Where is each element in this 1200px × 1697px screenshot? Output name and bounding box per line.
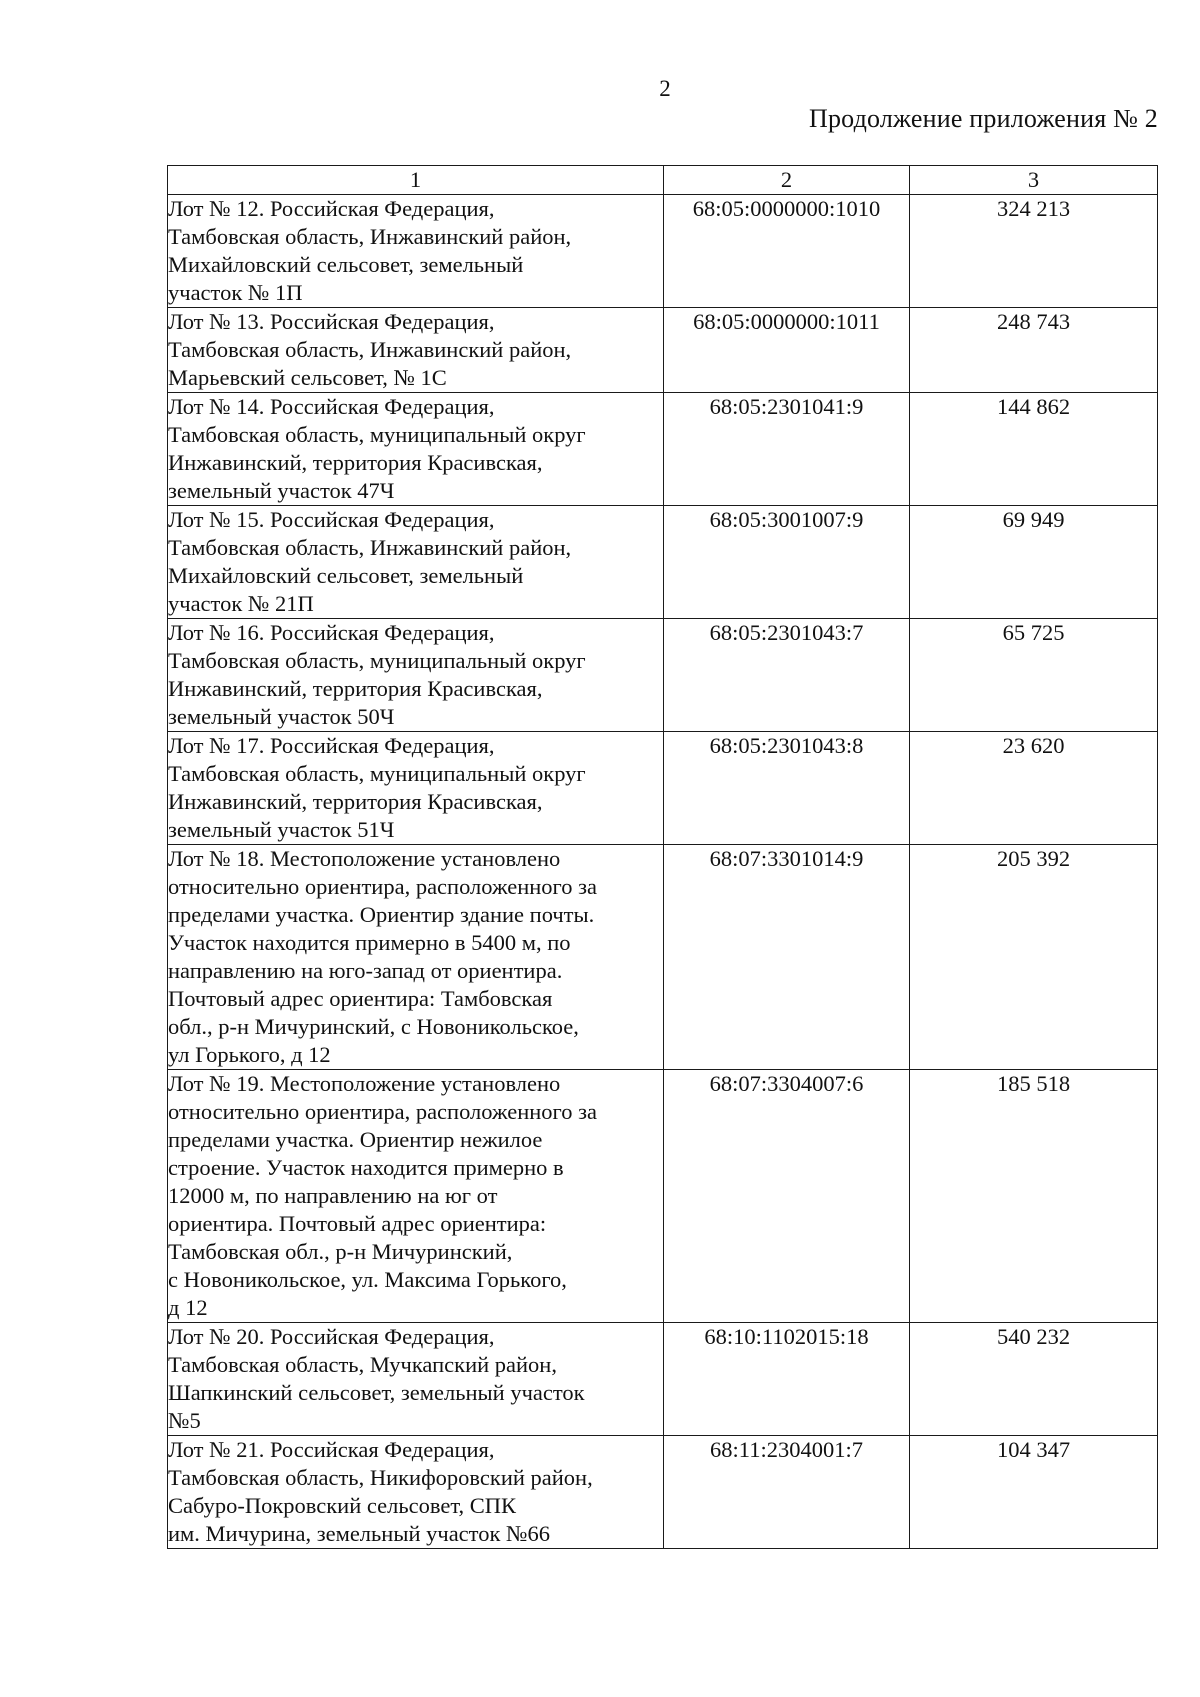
lot-area: 248 743 xyxy=(910,308,1158,393)
lot-description: Лот № 13. Российская Федерация, Тамбовская область, Инжавинский район, Марьевский сельсовет, № 1С xyxy=(168,308,664,393)
lot-description: Лот № 18. Местоположение установлено относительно ориентира, расположенного за пределами участка. Ориентир здание почты. Участок находится примерно в 5400 м, по направлению на юго-запад от ориентира. Почтовый адрес ориентира: Тамбовская обл., р-н Мичуринский, с Новоникольское, ул Горького, д 12 xyxy=(168,845,664,1070)
cadastral-number: 68:05:0000000:1010 xyxy=(664,195,910,308)
lot-area: 540 232 xyxy=(910,1323,1158,1436)
lot-area: 185 518 xyxy=(910,1070,1158,1323)
lot-description: Лот № 16. Российская Федерация, Тамбовская область, муниципальный округ Инжавинский, территория Красивская, земельный участок 50Ч xyxy=(168,619,664,732)
lot-area: 144 862 xyxy=(910,393,1158,506)
table-row xyxy=(168,619,1158,732)
cadastral-number: 68:05:2301043:7 xyxy=(664,619,910,732)
page-number: 2 xyxy=(659,76,671,101)
lot-area: 205 392 xyxy=(910,845,1158,1070)
cadastral-number: 68:07:3304007:6 xyxy=(664,1070,910,1323)
cadastral-number: 68:05:3001007:9 xyxy=(664,506,910,619)
column-header-2: 2 xyxy=(664,166,910,195)
table-row xyxy=(168,1323,1158,1436)
lot-description: Лот № 12. Российская Федерация, Тамбовская область, Инжавинский район, Михайловский сельсовет, земельный участок № 1П xyxy=(168,195,664,308)
lot-description: Лот № 17. Российская Федерация, Тамбовская область, муниципальный округ Инжавинский, территория Красивская, земельный участок 51Ч xyxy=(168,732,664,845)
appendix-title: Продолжение приложения № 2 xyxy=(808,104,1158,133)
cadastral-number: 68:07:3301014:9 xyxy=(664,845,910,1070)
lot-description: Лот № 21. Российская Федерация, Тамбовская область, Никифоровский район, Сабуро-Покровский сельсовет, СПК им. Мичурина, земельный участок №66 xyxy=(168,1436,664,1549)
lot-area: 324 213 xyxy=(910,195,1158,308)
column-header-1: 1 xyxy=(168,166,664,195)
table-row xyxy=(168,195,1158,308)
lot-area: 65 725 xyxy=(910,619,1158,732)
lot-description: Лот № 15. Российская Федерация, Тамбовская область, Инжавинский район, Михайловский сельсовет, земельный участок № 21П xyxy=(168,506,664,619)
cadastral-number: 68:10:1102015:18 xyxy=(664,1323,910,1436)
lots-table xyxy=(167,165,1158,1549)
table-row xyxy=(168,1070,1158,1323)
table-row xyxy=(168,1436,1158,1549)
table-row xyxy=(168,845,1158,1070)
cadastral-number: 68:05:2301043:8 xyxy=(664,732,910,845)
table-header-row xyxy=(168,166,1158,195)
cadastral-number: 68:05:0000000:1011 xyxy=(664,308,910,393)
lot-area: 104 347 xyxy=(910,1436,1158,1549)
lot-area: 69 949 xyxy=(910,506,1158,619)
cadastral-number: 68:05:2301041:9 xyxy=(664,393,910,506)
lot-description: Лот № 19. Местоположение установлено относительно ориентира, расположенного за пределами участка. Ориентир нежилое строение. Участок находится примерно в 12000 м, по направлению на юг от ориентира. Почтовый адрес ориентира: Тамбовская обл., р-н Мичуринский, с Новоникольское, ул. Максима Горького, д 12 xyxy=(168,1070,664,1323)
lot-description: Лот № 14. Российская Федерация, Тамбовская область, муниципальный округ Инжавинский, территория Красивская, земельный участок 47Ч xyxy=(168,393,664,506)
table-row xyxy=(168,308,1158,393)
lot-area: 23 620 xyxy=(910,732,1158,845)
cadastral-number: 68:11:2304001:7 xyxy=(664,1436,910,1549)
column-header-3: 3 xyxy=(910,166,1158,195)
table-row xyxy=(168,393,1158,506)
table-row xyxy=(168,732,1158,845)
lot-description: Лот № 20. Российская Федерация, Тамбовская область, Мучкапский район, Шапкинский сельсовет, земельный участок №5 xyxy=(168,1323,664,1436)
table-row xyxy=(168,506,1158,619)
